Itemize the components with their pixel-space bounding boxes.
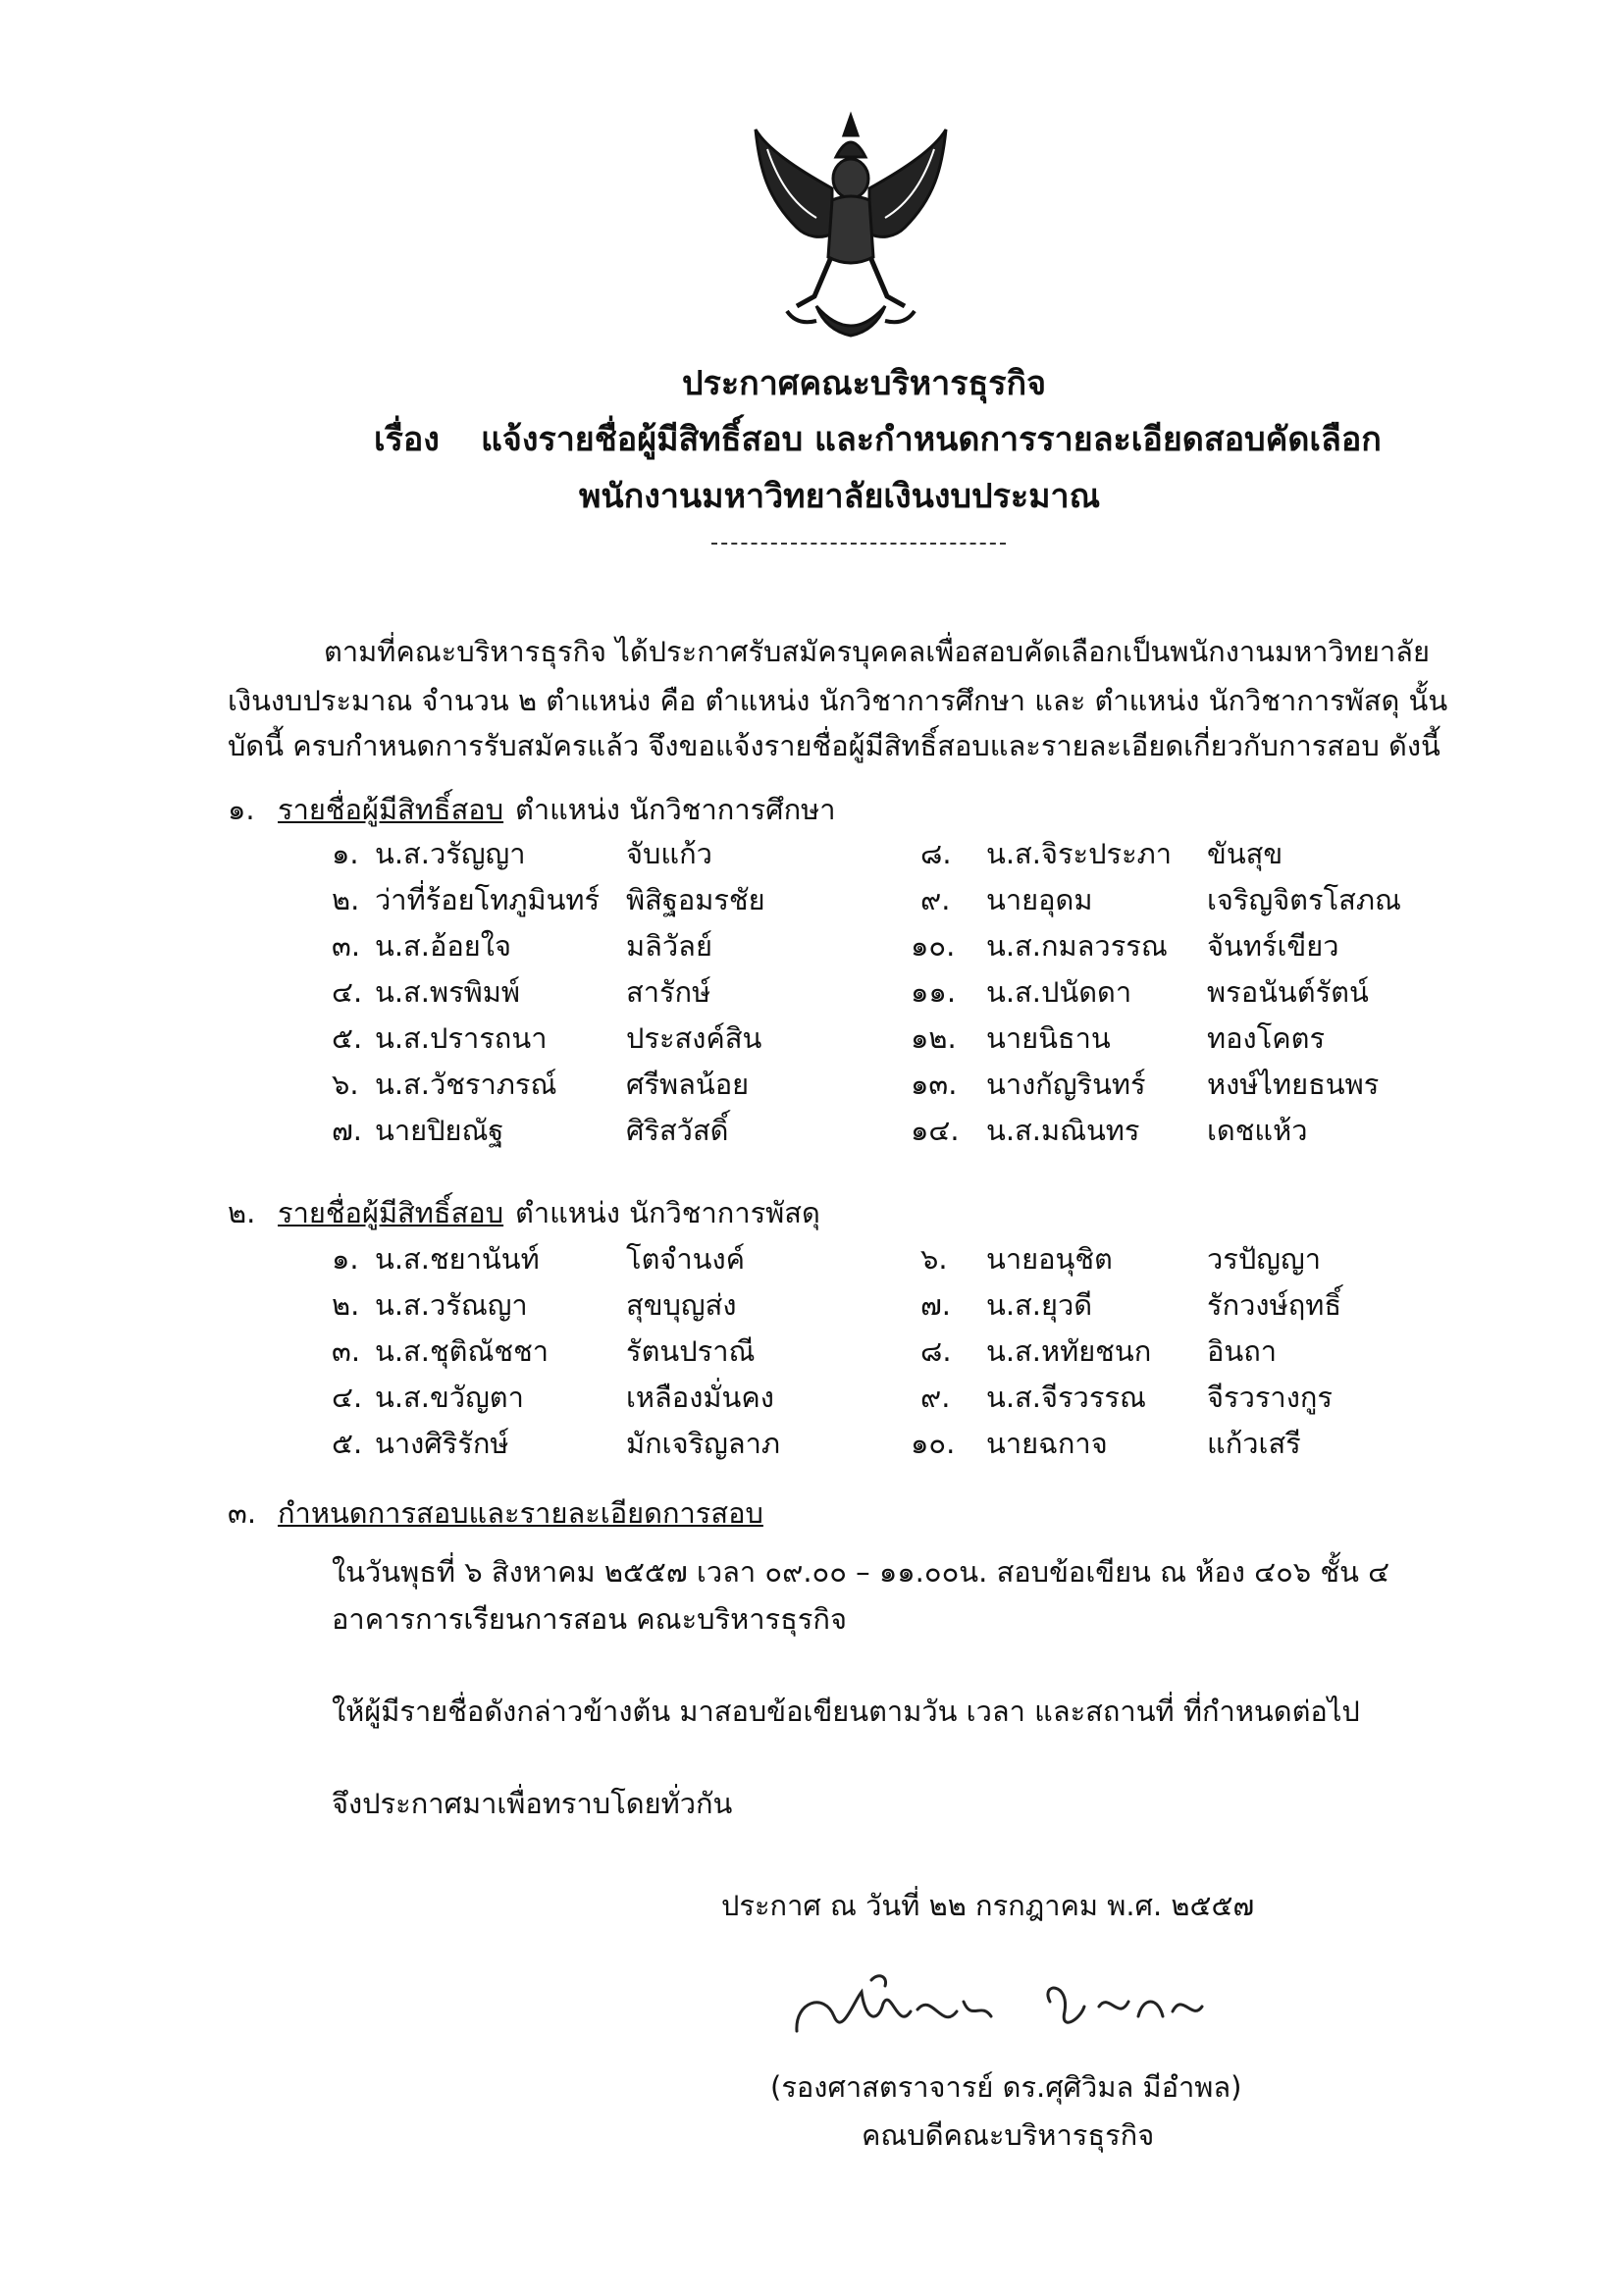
section-3-number: ๓. <box>228 1496 257 1530</box>
section-1-position: ตำแหน่ง นักวิชาการศึกษา <box>515 793 836 826</box>
section-1-title: รายชื่อผู้มีสิทธิ์สอบ <box>278 793 504 826</box>
list-item-no: ๓. <box>332 929 361 963</box>
list-item-no: ๕. <box>332 1021 363 1055</box>
list-item-no: ๑๓. <box>911 1068 958 1101</box>
list-item-no: ๔. <box>332 1381 363 1414</box>
signer-name: (รองศาสตราจารย์ ดร.ศุศิวิมล มีอำพล) <box>770 2070 1242 2104</box>
list-item-surname: จันทร์เขียว <box>1207 929 1339 963</box>
list-item-name: นายอุดม <box>986 883 1093 916</box>
list-item-surname: รักวงษ์ฤทธิ์ <box>1207 1288 1342 1322</box>
list-item-surname: ศรีพลน้อย <box>626 1068 750 1101</box>
list-item-no: ๑๔. <box>911 1114 960 1147</box>
list-item-surname: อินถา <box>1207 1334 1278 1368</box>
list-item-name: น.ส.อ้อยใจ <box>375 929 511 963</box>
list-item-no: ๓. <box>332 1334 361 1368</box>
list-item-name: นายปิยณัฐ <box>375 1114 504 1147</box>
list-item-name: น.ส.จีรวรรณ <box>986 1381 1146 1414</box>
list-item-name: น.ส.จิระประภา <box>986 837 1173 870</box>
list-item-surname: เดชแห้ว <box>1207 1114 1308 1147</box>
intro-line-1: ตามที่คณะบริหารธุรกิจ ได้ประกาศรับสมัครบุคคลเพื่อสอบคัดเลือกเป็นพนักงานมหาวิทยาลัย <box>324 635 1430 668</box>
intro-line-2: เงินงบประมาณ จำนวน ๒ ตำแหน่ง คือ ตำแหน่ง นักวิชาการศึกษา และ ตำแหน่ง นักวิชาการพัสดุ นั้น <box>228 684 1448 717</box>
list-item-name: นายฉกาจ <box>986 1427 1108 1460</box>
list-item-surname: สุขบุญส่ง <box>626 1288 737 1322</box>
list-item-surname: วรปัญญา <box>1207 1242 1321 1276</box>
list-item-name: นางศิริรักษ์ <box>375 1427 509 1460</box>
list-item-surname: จีรวรางกูร <box>1207 1381 1334 1414</box>
list-item-name: น.ส.วรัญญา <box>375 837 526 870</box>
subject-label: เรื่อง <box>374 420 440 459</box>
list-item-name: น.ส.กมลวรรณ <box>986 929 1168 963</box>
list-item-no: ๑. <box>332 837 359 870</box>
list-item-surname: พิสิฐอมรชัย <box>626 883 765 916</box>
list-item-surname: มักเจริญลาภ <box>626 1427 781 1460</box>
section-3-title: กำหนดการสอบและรายละเอียดการสอบ <box>278 1496 763 1530</box>
list-item-surname: เหลืองมั่นคง <box>626 1381 774 1414</box>
list-item-no: ๘. <box>920 1334 952 1368</box>
list-item-name: น.ส.หทัยชนก <box>986 1334 1152 1368</box>
list-item-no: ๒. <box>332 1288 360 1322</box>
section-2-title: รายชื่อผู้มีสิทธิ์สอบ <box>278 1196 504 1229</box>
list-item-surname: สารักษ์ <box>626 975 711 1009</box>
list-item-name: น.ส.ปนัดดา <box>986 975 1132 1009</box>
list-item-no: ๙. <box>920 883 951 916</box>
list-item-name: น.ส.วรัณญา <box>375 1288 528 1322</box>
list-item-no: ๑๐. <box>911 929 956 963</box>
list-item-name: น.ส.พรพิมพ์ <box>375 975 521 1009</box>
list-item-no: ๕. <box>332 1427 363 1460</box>
list-item-no: ๘. <box>920 837 952 870</box>
section-2-number: ๒. <box>228 1196 256 1229</box>
list-item-no: ๗. <box>332 1114 363 1147</box>
list-item-no: ๑๐. <box>911 1427 956 1460</box>
list-item-name: นายนิธาน <box>986 1021 1111 1055</box>
list-item-name: น.ส.ขวัญตา <box>375 1381 524 1414</box>
garuda-emblem <box>738 110 964 355</box>
subject-line-1: แจ้งรายชื่อผู้มีสิทธิ์สอบ และกำหนดการรายละเอียดสอบคัดเลือก <box>481 420 1382 459</box>
list-item-name: น.ส.ชยานันท์ <box>375 1242 540 1276</box>
list-item-no: ๙. <box>920 1381 951 1414</box>
list-item-surname: มลิวัลย์ <box>626 929 712 963</box>
list-item-no: ๖. <box>920 1242 948 1276</box>
exam-detail-line-1: ในวันพุธที่ ๖ สิงหาคม ๒๕๕๗ เวลา ๐๙.๐๐ – ๑๑.๐๐น. สอบข้อเขียน ณ ห้อง ๔๐๖ ชั้น ๔ <box>332 1555 1390 1589</box>
list-item-name: น.ส.วัชราภรณ์ <box>375 1068 557 1101</box>
list-item-surname: รัตนปราณี <box>626 1334 756 1368</box>
list-item-surname: โตจำนงค์ <box>626 1242 746 1276</box>
exam-detail-line-2: อาคารการเรียนการสอน คณะบริหารธุรกิจ <box>332 1602 847 1636</box>
list-item-name: น.ส.ปรารถนา <box>375 1021 548 1055</box>
list-item-no: ๒. <box>332 883 360 916</box>
list-item-name: น.ส.ยุวดี <box>986 1288 1093 1322</box>
list-item-surname: พรอนันต์รัตน์ <box>1207 975 1369 1009</box>
list-item-surname: ศิริสวัสดิ์ <box>626 1114 729 1147</box>
list-item-name: นายอนุชิต <box>986 1242 1113 1276</box>
list-item-name: นางกัญรินทร์ <box>986 1068 1146 1101</box>
signer-title: คณบดีคณะบริหารธุรกิจ <box>862 2118 1155 2152</box>
announcement-title: ประกาศคณะบริหารธุรกิจ <box>682 364 1047 403</box>
list-item-no: ๑๒. <box>911 1021 957 1055</box>
instruction-text: ให้ผู้มีรายชื่อดังกล่าวข้างต้น มาสอบข้อเขียนตามวัน เวลา และสถานที่ ที่กำหนดต่อไป <box>332 1695 1360 1728</box>
list-item-no: ๖. <box>332 1068 359 1101</box>
list-item-surname: ประสงค์สิน <box>626 1021 762 1055</box>
list-item-surname: หงษ์ไทยธนพร <box>1207 1068 1380 1101</box>
list-item-name: น.ส.ชุติณัชชา <box>375 1334 550 1368</box>
closing-text: จึงประกาศมาเพื่อทราบโดยทั่วกัน <box>332 1787 733 1820</box>
list-item-surname: ขันสุข <box>1207 837 1283 870</box>
section-1-number: ๑. <box>228 793 255 826</box>
list-item-surname: จับแก้ว <box>626 837 712 870</box>
list-item-no: ๑๑. <box>911 975 957 1009</box>
list-item-no: ๔. <box>332 975 363 1009</box>
list-item-surname: ทองโคตร <box>1207 1021 1326 1055</box>
list-item-name: ว่าที่ร้อยโทภูมินทร์ <box>375 883 601 916</box>
heading-divider <box>711 543 1006 545</box>
list-item-surname: แก้วเสรี <box>1207 1427 1301 1460</box>
list-item-no: ๑. <box>332 1242 359 1276</box>
list-item-surname: เจริญจิตรโสภณ <box>1207 883 1401 916</box>
announcement-date: ประกาศ ณ วันที่ ๒๒ กรกฎาคม พ.ศ. ๒๕๕๗ <box>721 1889 1255 1922</box>
signature <box>785 1962 1227 2070</box>
intro-line-3: บัดนี้ ครบกำหนดการรับสมัครแล้ว จึงขอแจ้งรายชื่อผู้มีสิทธิ์สอบและรายละเอียดเกี่ยวกับการสอบ ดังนี้ <box>228 729 1440 762</box>
list-item-no: ๗. <box>920 1288 952 1322</box>
section-2-position: ตำแหน่ง นักวิชาการพัสดุ <box>515 1196 820 1229</box>
list-item-name: น.ส.มณินทร <box>986 1114 1140 1147</box>
subject-line-2: พนักงานมหาวิทยาลัยเงินงบประมาณ <box>579 477 1101 516</box>
